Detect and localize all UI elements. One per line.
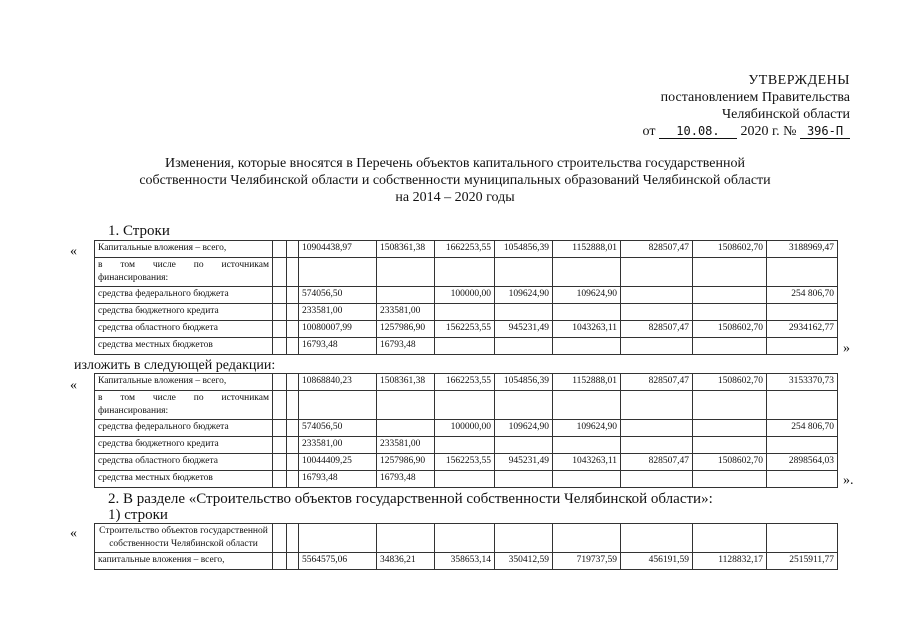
empty-cell	[273, 241, 287, 258]
row-label: средства бюджетного кредита	[95, 437, 273, 454]
table-row	[95, 321, 838, 338]
value-cell: 3188969,47	[767, 241, 838, 258]
value-cell: 10044409,25	[299, 454, 377, 471]
value-cell: 233581,00	[299, 437, 377, 454]
row-label: средства федерального бюджета	[95, 287, 273, 304]
close-quote-1: »	[843, 341, 850, 356]
section2-heading: 2. В разделе «Строительство объектов государственной собственности Челябинской области»:	[108, 491, 713, 507]
table-row	[95, 304, 838, 321]
empty-cell	[273, 471, 287, 488]
row-label: средства местных бюджетов	[95, 338, 273, 355]
value-cell: 5564575,06	[299, 553, 377, 570]
value-cell: 100000,00	[435, 287, 495, 304]
value-cell: 945231,49	[495, 321, 553, 338]
value-cell: 1662253,55	[435, 241, 495, 258]
empty-cell	[287, 338, 299, 355]
value-cell: 1152888,01	[553, 374, 621, 391]
value-cell: 1128832,17	[693, 553, 767, 570]
value-cell	[435, 524, 495, 553]
redo-label: изложить в следующей редакции:	[74, 358, 276, 373]
table-row	[95, 374, 838, 391]
approval-heading: УТВЕРЖДЕНЫ	[748, 73, 850, 88]
value-cell	[767, 304, 838, 321]
value-cell: 254 806,70	[767, 287, 838, 304]
value-cell	[621, 437, 693, 454]
value-cell	[377, 258, 435, 287]
value-cell	[553, 524, 621, 553]
value-cell	[621, 524, 693, 553]
value-cell	[693, 304, 767, 321]
empty-cell	[287, 454, 299, 471]
table-row	[95, 524, 838, 553]
value-cell	[495, 304, 553, 321]
table-row	[95, 241, 838, 258]
value-cell: 109624,90	[553, 287, 621, 304]
value-cell	[621, 304, 693, 321]
value-cell	[621, 391, 693, 420]
value-cell	[377, 420, 435, 437]
value-cell: 233581,00	[377, 304, 435, 321]
value-cell: 828507,47	[621, 374, 693, 391]
value-cell: 1054856,39	[495, 241, 553, 258]
title-line2: собственности Челябинской области и собственности муниципальных образований Челябинской области	[139, 173, 771, 188]
value-cell	[693, 391, 767, 420]
approval-date-line	[643, 123, 850, 140]
table-row	[95, 454, 838, 471]
value-cell	[495, 391, 553, 420]
value-cell	[553, 471, 621, 488]
value-cell	[553, 304, 621, 321]
value-cell	[299, 258, 377, 287]
row-label: средства областного бюджета	[95, 454, 273, 471]
row-label: в том числе по источникам финансирования:	[95, 258, 273, 287]
value-cell	[553, 391, 621, 420]
value-cell	[435, 437, 495, 454]
value-cell	[495, 258, 553, 287]
value-cell	[693, 287, 767, 304]
new-rows-table	[94, 373, 838, 488]
empty-cell	[273, 374, 287, 391]
document-title	[105, 155, 805, 206]
empty-cell	[287, 374, 299, 391]
empty-cell	[273, 437, 287, 454]
value-cell: 1257986,90	[377, 454, 435, 471]
value-cell	[495, 524, 553, 553]
value-cell	[435, 338, 495, 355]
value-cell	[621, 338, 693, 355]
row-label: Капитальные вложения – всего,	[95, 241, 273, 258]
value-cell: 1562253,55	[435, 454, 495, 471]
value-cell: 1562253,55	[435, 321, 495, 338]
table-row	[95, 553, 838, 570]
empty-cell	[287, 437, 299, 454]
value-cell: 456191,59	[621, 553, 693, 570]
row-label: капитальные вложения – всего,	[95, 553, 273, 570]
value-cell: 109624,90	[495, 287, 553, 304]
title-line1: Изменения, которые вносятся в Перечень объектов капитального строительства государственной	[165, 156, 745, 171]
empty-cell	[273, 420, 287, 437]
value-cell: 34836,21	[377, 553, 435, 570]
empty-cell	[287, 524, 299, 553]
value-cell	[435, 391, 495, 420]
section2-table	[94, 523, 838, 570]
value-cell: 16793,48	[299, 338, 377, 355]
approval-number: 396-П	[800, 124, 850, 139]
value-cell	[495, 437, 553, 454]
value-cell: 828507,47	[621, 241, 693, 258]
value-cell	[377, 524, 435, 553]
approval-line1: постановлением Правительства	[660, 90, 850, 105]
value-cell	[553, 437, 621, 454]
value-cell: 16793,48	[377, 338, 435, 355]
empty-cell	[287, 287, 299, 304]
value-cell	[621, 287, 693, 304]
value-cell	[767, 437, 838, 454]
value-cell: 945231,49	[495, 454, 553, 471]
empty-cell	[287, 471, 299, 488]
approval-line2: Челябинской области	[722, 107, 850, 122]
table-row	[95, 338, 838, 355]
value-cell: 1508361,38	[377, 374, 435, 391]
value-cell	[299, 391, 377, 420]
open-quote-1: «	[70, 244, 77, 259]
value-cell: 2934162,77	[767, 321, 838, 338]
value-cell	[435, 258, 495, 287]
value-cell	[693, 420, 767, 437]
row-label: в том числе по источникам финансирования:	[95, 391, 273, 420]
value-cell: 358653,14	[435, 553, 495, 570]
approval-date: 10.08.	[659, 124, 737, 139]
empty-cell	[287, 258, 299, 287]
value-cell	[435, 471, 495, 488]
value-cell: 1508361,38	[377, 241, 435, 258]
table-row	[95, 258, 838, 287]
empty-cell	[273, 338, 287, 355]
value-cell	[767, 471, 838, 488]
table-row	[95, 471, 838, 488]
value-cell: 10904438,97	[299, 241, 377, 258]
approval-year: 2020 г. №	[740, 124, 797, 139]
value-cell: 109624,90	[495, 420, 553, 437]
value-cell	[693, 338, 767, 355]
value-cell: 1508602,70	[693, 321, 767, 338]
empty-cell	[273, 321, 287, 338]
row-label: средства федерального бюджета	[95, 420, 273, 437]
empty-cell	[273, 391, 287, 420]
value-cell	[299, 524, 377, 553]
value-cell	[621, 471, 693, 488]
empty-cell	[287, 304, 299, 321]
empty-cell	[287, 391, 299, 420]
table-row	[95, 420, 838, 437]
value-cell: 1043263,11	[553, 321, 621, 338]
value-cell	[553, 258, 621, 287]
value-cell: 828507,47	[621, 454, 693, 471]
empty-cell	[273, 258, 287, 287]
value-cell: 254 806,70	[767, 420, 838, 437]
table-row	[95, 437, 838, 454]
value-cell: 1662253,55	[435, 374, 495, 391]
value-cell	[767, 258, 838, 287]
value-cell: 2898564,03	[767, 454, 838, 471]
value-cell	[495, 471, 553, 488]
date-prefix: от	[642, 124, 656, 139]
value-cell: 100000,00	[435, 420, 495, 437]
value-cell	[693, 471, 767, 488]
title-line3: на 2014 – 2020 годы	[395, 190, 515, 205]
value-cell	[621, 420, 693, 437]
close-quote-2: ».	[843, 473, 854, 488]
empty-cell	[287, 420, 299, 437]
value-cell: 574056,50	[299, 287, 377, 304]
row-label: средства бюджетного кредита	[95, 304, 273, 321]
empty-cell	[287, 241, 299, 258]
value-cell: 10868840,23	[299, 374, 377, 391]
empty-cell	[273, 524, 287, 553]
value-cell	[377, 287, 435, 304]
value-cell	[767, 391, 838, 420]
empty-cell	[273, 553, 287, 570]
row-label: Капитальные вложения – всего,	[95, 374, 273, 391]
empty-cell	[287, 321, 299, 338]
empty-cell	[273, 287, 287, 304]
value-cell: 109624,90	[553, 420, 621, 437]
value-cell: 16793,48	[377, 471, 435, 488]
table-row	[95, 391, 838, 420]
value-cell	[621, 258, 693, 287]
old-rows-table	[94, 240, 838, 355]
value-cell	[553, 338, 621, 355]
empty-cell	[273, 454, 287, 471]
value-cell: 3153370,73	[767, 374, 838, 391]
value-cell: 1508602,70	[693, 454, 767, 471]
value-cell	[693, 258, 767, 287]
value-cell	[767, 338, 838, 355]
value-cell: 1043263,11	[553, 454, 621, 471]
value-cell: 1508602,70	[693, 374, 767, 391]
empty-cell	[287, 553, 299, 570]
value-cell: 16793,48	[299, 471, 377, 488]
value-cell	[767, 524, 838, 553]
value-cell: 1257986,90	[377, 321, 435, 338]
value-cell	[377, 391, 435, 420]
section2-subheading: 1) строки	[108, 507, 168, 523]
open-quote-2: «	[70, 378, 77, 393]
value-cell: 719737,59	[553, 553, 621, 570]
value-cell	[495, 338, 553, 355]
value-cell: 574056,50	[299, 420, 377, 437]
value-cell: 1054856,39	[495, 374, 553, 391]
row-label: Строительство объектов государственной собственности Челябинской области	[95, 524, 273, 553]
value-cell: 10080007,99	[299, 321, 377, 338]
value-cell: 233581,00	[377, 437, 435, 454]
value-cell: 1152888,01	[553, 241, 621, 258]
value-cell: 2515911,77	[767, 553, 838, 570]
row-label: средства областного бюджета	[95, 321, 273, 338]
table-row	[95, 287, 838, 304]
open-quote-3: «	[70, 526, 77, 541]
value-cell	[693, 524, 767, 553]
row-label: средства местных бюджетов	[95, 471, 273, 488]
value-cell	[693, 437, 767, 454]
approval-block	[643, 72, 850, 140]
value-cell: 233581,00	[299, 304, 377, 321]
value-cell	[435, 304, 495, 321]
value-cell: 828507,47	[621, 321, 693, 338]
value-cell: 1508602,70	[693, 241, 767, 258]
value-cell: 350412,59	[495, 553, 553, 570]
empty-cell	[273, 304, 287, 321]
section1-heading: 1. Строки	[108, 223, 170, 239]
